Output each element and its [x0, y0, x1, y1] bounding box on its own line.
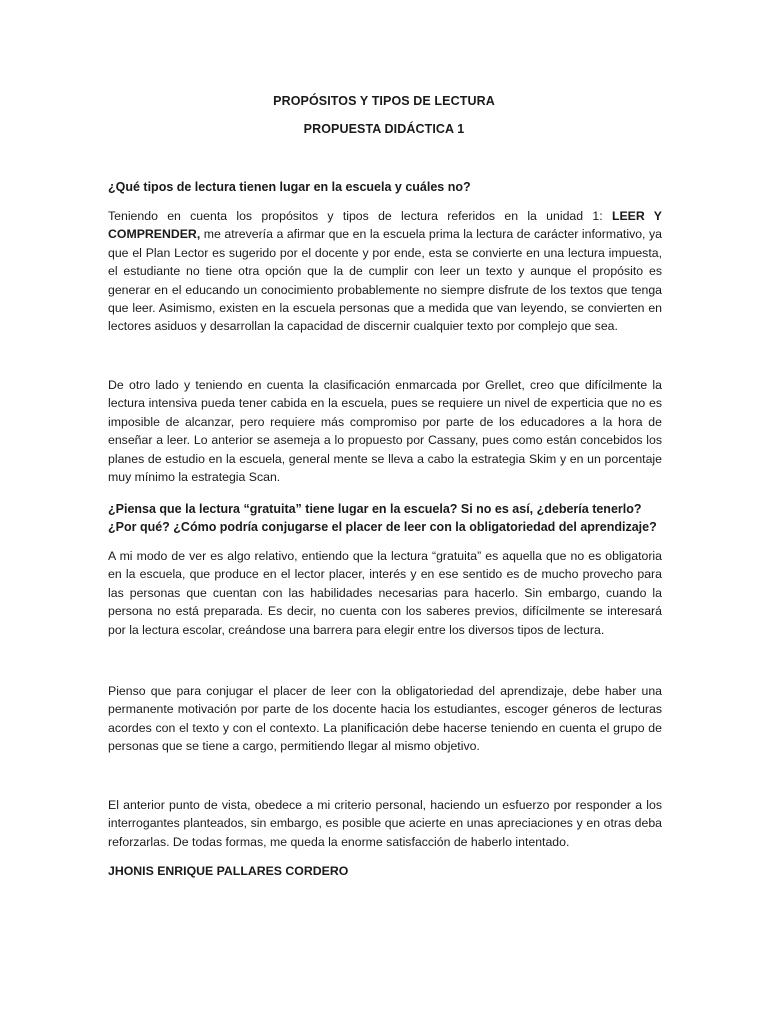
paragraph-5: El anterior punto de vista, obedece a mi criterio personal, haciendo un esfuerzo por responder a los interrogantes planteados, sin embargo, es posible que acierte en unas apreciaciones y en otras deba reforzarlas. De todas formas, me queda la enorme satisfacción de haberlo intentado.: [108, 798, 662, 849]
paragraph-2: De otro lado y teniendo en cuenta la clasificación enmarcada por Grellet, creo que difícilmente la lectura intensiva pueda tener cabida en la escuela, pues se requiere un nivel de experticia que no es imposible de alcanzar, pero requiere más compromiso por parte de los educadores a la hora de enseñar a leer. Lo anterior se asemeja a lo propuesto por Cassany, pues como están concebidos los planes de estudio en la escuela, general mente se lleva a cabo la estrategia Skim y en un porcentaje muy mínimo la estrategia Scan.: [108, 378, 662, 485]
document-title: PROPÓSITOS Y TIPOS DE LECTURA: [273, 94, 495, 108]
paragraph-1: [108, 207, 662, 336]
unit-title: LEER Y COMPRENDER,: [108, 209, 662, 242]
author-signature: JHONIS ENRIQUE PALLARES CORDERO: [108, 864, 349, 878]
paragraph-1-intro: Teniendo en cuenta los propósitos y tipos de lectura referidos en la unidad 1:: [108, 209, 612, 223]
paragraph-3: A mi modo de ver es algo relativo, entiendo que la lectura “gratuita” es aquella que no es obligatoria en la escuela, que produce en el lector placer, interés y en ese sentido es de mucho provecho para las personas que cuentan con las habilidades necesarias para hacerlo. Sin embargo, cuando la persona no está preparada. Es decir, no cuenta con los saberes previos, difícilmente se interesará por la lectura escolar, creándose una barrera para elegir entre los diversos tipos de lectura.: [108, 549, 662, 637]
paragraph-4: Pienso que para conjugar el placer de leer con la obligatoriedad del aprendizaje, debe haber una permanente motivación por parte de los docente hacia los estudiantes, escoger géneros de lecturas acordes con el texto y con el contexto. La planificación debe hacerse teniendo en cuenta el grupo de personas que se tiene a cargo, permitiendo llegar al mismo objetivo.: [108, 684, 662, 754]
document-subtitle: PROPUESTA DIDÁCTICA 1: [303, 122, 465, 136]
paragraph-1-body: me atrevería a afirmar que en la escuela prima la lectura de carácter informativo, ya que el Plan Lector es sugerido por el docente y por ende, esta se convierte en una lectura impuesta, el estudiante no tiene otra opción que la de cumplir con leer un texto y aunque el propósito es generar en el educando un conocimiento probablemente no siempre disfrute de los textos que tenga que leer. Asimismo, existen en la escuela personas que a medida que van leyendo, se convierten en lectores asiduos y desarrollan la capacidad de discernir cualquier texto por complejo que sea.: [108, 227, 662, 334]
question-1: ¿Qué tipos de lectura tienen lugar en la escuela y cuáles no?: [108, 180, 471, 194]
question-2: ¿Piensa que la lectura “gratuita” tiene lugar en la escuela? Si no es así, ¿debería tenerlo? ¿Por qué? ¿Cómo podría conjugarse el placer de leer con la obligatoriedad del aprendizaje?: [108, 502, 657, 535]
